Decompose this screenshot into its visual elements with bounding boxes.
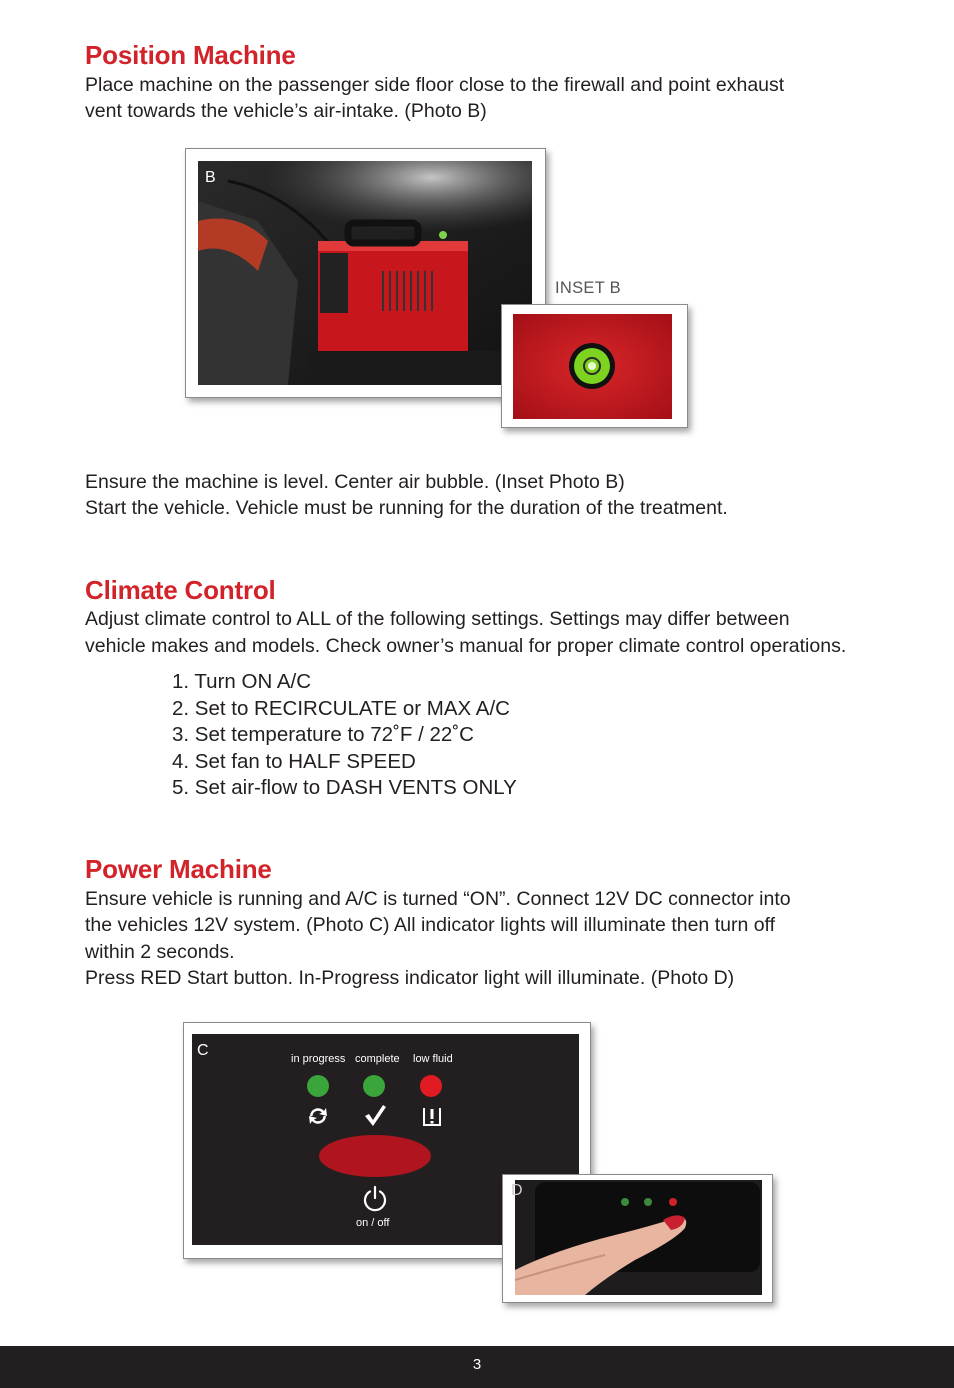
in-progress-label: in progress [291,1053,346,1065]
power-line-2: the vehicles 12V system. (Photo C) All indicator lights will illuminate then turn off [85,914,776,936]
power-line-3: within 2 seconds. [85,941,235,963]
photo-d-image [515,1180,762,1295]
inset-b-frame [501,304,688,428]
climate-step: 1. Turn ON A/C [172,670,311,693]
inset-b-image [513,314,672,419]
power-line-4: Press RED Start button. In-Progress indicator light will illuminate. (Photo D) [85,967,735,989]
photo-b-frame [185,148,546,398]
photo-d-frame [502,1174,773,1303]
page-number: 3 [472,1356,482,1373]
section-title-climate: Climate Control [85,575,276,605]
low-fluid-label: low fluid [413,1053,453,1065]
checkmark-icon [363,1103,387,1127]
inset-b-caption: INSET B [555,279,621,297]
complete-light [363,1075,385,1097]
climate-intro-line-2: vehicle makes and models. Check owner’s manual for proper climate control operations. [85,635,847,657]
climate-step: 4. Set fan to HALF SPEED [172,749,416,773]
climate-step: 2. Set to RECIRCULATE or MAX A/C [172,696,510,720]
climate-step: 3. Set temperature to 72˚F / 22˚C [172,723,474,746]
complete-label: complete [355,1053,400,1065]
in-progress-light [307,1075,329,1097]
low-fluid-light [420,1075,442,1097]
photo-b-label: B [205,169,216,186]
section-title-power: Power Machine [85,854,272,884]
low-fluid-warning-icon [422,1104,442,1128]
position-intro-line-1: Place machine on the passenger side floor close to the firewall and point exhaust [85,74,785,96]
refresh-icon [306,1104,330,1128]
on-off-label: on / off [356,1217,390,1229]
power-icon[interactable] [362,1185,388,1213]
climate-step: 5. Set air-flow to DASH VENTS ONLY [172,776,517,799]
start-button[interactable] [319,1135,431,1177]
power-line-1: Ensure vehicle is running and A/C is turned “ON”. Connect 12V DC connector into [85,888,791,910]
climate-steps-list [172,669,517,802]
position-intro-line-2: vent towards the vehicle’s air-intake. (Photo B) [85,100,487,122]
section-title-position: Position Machine [85,40,296,70]
photo-d-label: D [511,1182,523,1199]
photo-c-label: C [197,1042,209,1059]
climate-intro-line-1: Adjust climate control to ALL of the following settings. Settings may differ between [85,608,790,630]
photo-b-image [198,161,532,385]
position-note-line-2: Start the vehicle. Vehicle must be running for the duration of the treatment. [85,497,728,519]
position-note-line-1: Ensure the machine is level. Center air bubble. (Inset Photo B) [85,471,625,493]
